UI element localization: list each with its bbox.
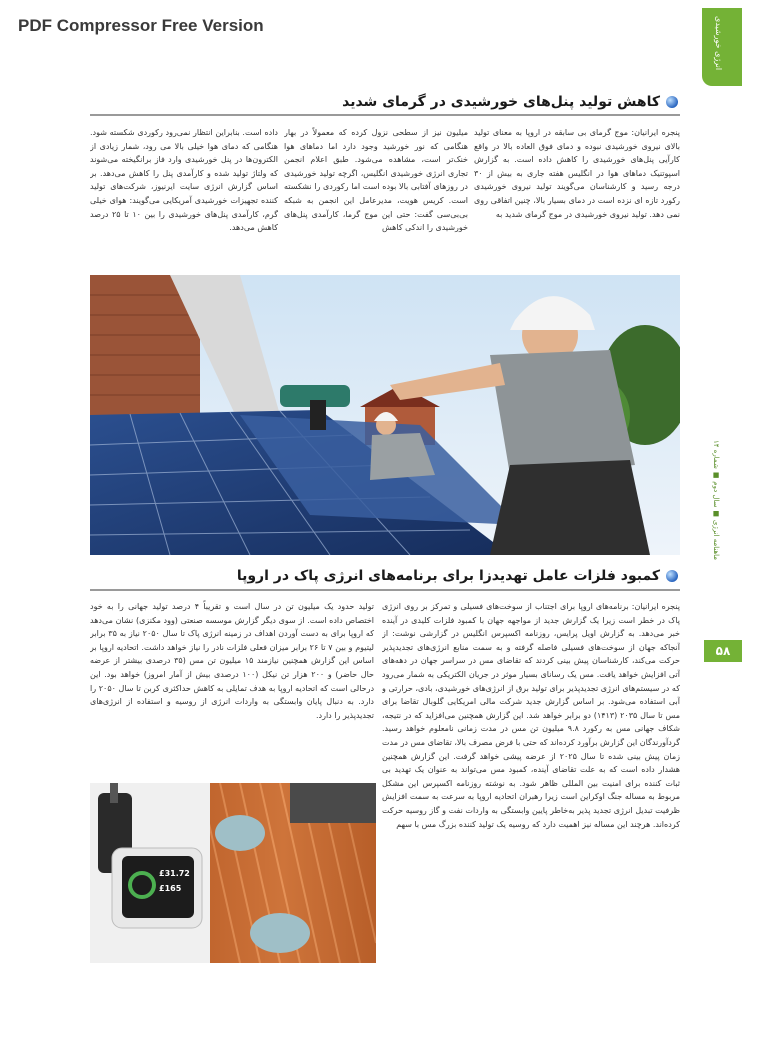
solar-installers-illustration	[90, 275, 680, 555]
article2-title	[237, 568, 678, 584]
article2-column-left: تولید حدود یک میلیون تن در سال است و تقریباً ۴ درصد تولید جهانی را به خود اختصاص داده است. از سوی دیگر گزارش موسسه صنعتی (وود مکنزی) نشان می‌دهد که اروپا برای به دست آوردن اهداف در زمینه انرژی پاک تا سال ۲۰۵۰ نیاز به ۳۵ برابر لیتیوم و بین ۷ تا ۲۶ برابر میزان فعلی فلزات نادر را نیاز خواهد داشت. اتحادیه اروپا بر اساس این گزارش همچنین نیازمند ۱۵ میلیون تن مس (۳۵ درصدی بیشتر از عرضه حال حاضر) و ۲۰۰ هزار تن نیکل (۱۰۰ درصدی بیش از آمار امروز) خواهد بود. این درحالی است که اتحادیه اروپا به هدف تمایلی به کاهش حداکثری کربن تا سال ۲۰۵۰ را دارد. به دنبال پایان وابستگی به واردات انرژی از روسیه و استفاده از انرژی‌های تجدیدپذیر را دارد.	[90, 602, 374, 720]
solar-installers-photo	[90, 275, 680, 555]
page-number: ۵۸	[704, 640, 742, 662]
section-tab	[702, 8, 742, 86]
article1-title	[342, 94, 678, 110]
article2-title-rule	[90, 589, 680, 591]
globe-bullet-icon	[666, 570, 678, 582]
section-tab-label: انرژی خورشیدی	[714, 16, 723, 71]
meter-value-1: £31.72	[159, 869, 190, 878]
meter-value-2: £165	[159, 884, 182, 893]
globe-bullet-icon	[666, 96, 678, 108]
copper-wires-photo	[90, 783, 376, 963]
article1-column-middle: میلیون نیز از سطحی نزول کرده که معمولاً در بهار هنگامی که نور خورشید وجود دارد اما دماهای هوا خنک‌تر است، مشاهده می‌شود. طبق اعلام انجمن تجاری انرژی خورشیدی انگلیس، اگرچه تولید خورشیدی در روزهای آفتابی بالا بوده است اما رکوردی را نشکسته است. کریس هویت، مدیرعامل این انجمن به شبکه بی‌بی‌سی گفت: حتی این موج گرما، کارآمدی پنل‌های خورشیدی را اندکی کاهش	[284, 128, 468, 233]
article1-title-text: کاهش تولید پنل‌های خورشیدی در گرمای شدید	[342, 94, 660, 110]
article1-title-rule	[90, 114, 680, 116]
copper-meter-illustration	[90, 783, 376, 963]
article1-column-right: پنجره ایرانیان: موج گرمای بی سابقه در اروپا به معنای تولید بالای نیروی خورشیدی نبوده و دمای فوق العاده بالا در واقع کارآیی پنل‌های خورشیدی را کاهش داده است. به گزارش اسپوتنیک دماهای هوا در انگلیس هفته جاری به بیش از ۳۰ درجه رسید و کارشناسان می‌گویند تولید نیروی خورشیدی رکورد تازه ای نزده است در دمای بسیار بالا، چنین اتفاقی روی نمی دهد. تولید نیروی خورشیدی در موج گرمای شدید به	[474, 128, 680, 219]
article2-column-right: پنجره ایرانیان: برنامه‌های اروپا برای اجتناب از سوخت‌های فسیلی و تمرکز بر روی انرژی پاک در خطر است زیرا یک گزارش جدید از مواجهه جهان با کمبود فلزات کلیدی در آینده خبر می‌دهد. به گزارش اویل پرایس، روزنامه اکسپرس انگلیس در گزارشی نوشت: از آنجاکه جهان از سوخت‌های فسیلی فاصله گرفته و به سمت منابع انرژی‌های تجدیدپذیر حرکت می‌کند، کارشناسان پیش بینی کردند که تقاضای مس در سراسر جهان در دهه‌های آتی افزایش خواهد یافت. مس یک رسانای بسیار موثر در جریان الکتریکی به شمار می‌رود که در سیستم‌های انرژی تجدیدپذیر برای تولید برق از انرژی‌های خورشیدی، بادی، حرارتی و آبی استفاده می‌شود. بر اساس گزارش جدید شرکت مالی امریکایی گلوبال تقاضا برای مس تا سال ۲۰۳۵ (۱۴۱۳) دو برابر خواهد شد. این گزارش همچنین می‌افزاید که در نتیجه، شکاف جهانی مس به رکورد ۹.۸ میلیون تن مس در مدت زمانی نامعلوم خواهد رسید. گردآورندگان این گزارش برآورد کرده‌اند که حتی با فرض مصرف بالا، تقاضای مس در مدت زمان پیش بینی شده تا سال ۲۰۲۵ از عرضه پیشی خواهد گرفت. این گزارش همچنین هشدار داده است که به علت تقاضای آینده، کمبود مس می‌تواند به عنوان یک تهدید بی ثبات کننده برای امنیت بین المللی ظاهر شود. به نوشته روزنامه اکسپرس این مشکل مربوط به مساله جنگ اوکراین است زیرا رهبران اتحادیه اروپا به سرعت به سمت افزایش ظرفیت تبدیل انرژی تجدید پذیر به‌خاطر پایین وابستگی به واردات نفت و گاز روسیه حرکت کرده‌اند. هرچند این مساله نیز اهمیت دارد که روسیه یک تولید کننده بزرگ مس با سهم	[382, 602, 680, 829]
magazine-issue-label: ماهنامه انرژی ■ سال دوم ■ شماره ۱۴	[712, 440, 720, 561]
watermark: PDF Compressor Free Version	[18, 16, 264, 35]
article1-column-left: داده است. بنابراین انتظار نمی‌رود رکوردی شکسته شود. هنگامی که دمای هوا خیلی بالا می رود، شمار زیادی از الکترون‌ها در پنل خورشیدی وارد فاز برانگیخته می‌شوند که ولتاژ تولید شده و کارآمدی پنل را کاهش می‌دهد. بر اساس گزارش انرژی سایت ایرنیوز، شرکت‌های تولید کننده تجهیزات خورشیدی آمریکایی می‌گویند: هوای خیلی گرم، کارآمدی پنل‌های خورشیدی را بین ۱۰ تا ۲۵ درصد کاهش می‌دهد.	[90, 128, 278, 233]
article2-title-text: کمبود فلزات عامل تهدیدزا برای برنامه‌های انرژی پاک در اروپا	[236, 568, 660, 584]
